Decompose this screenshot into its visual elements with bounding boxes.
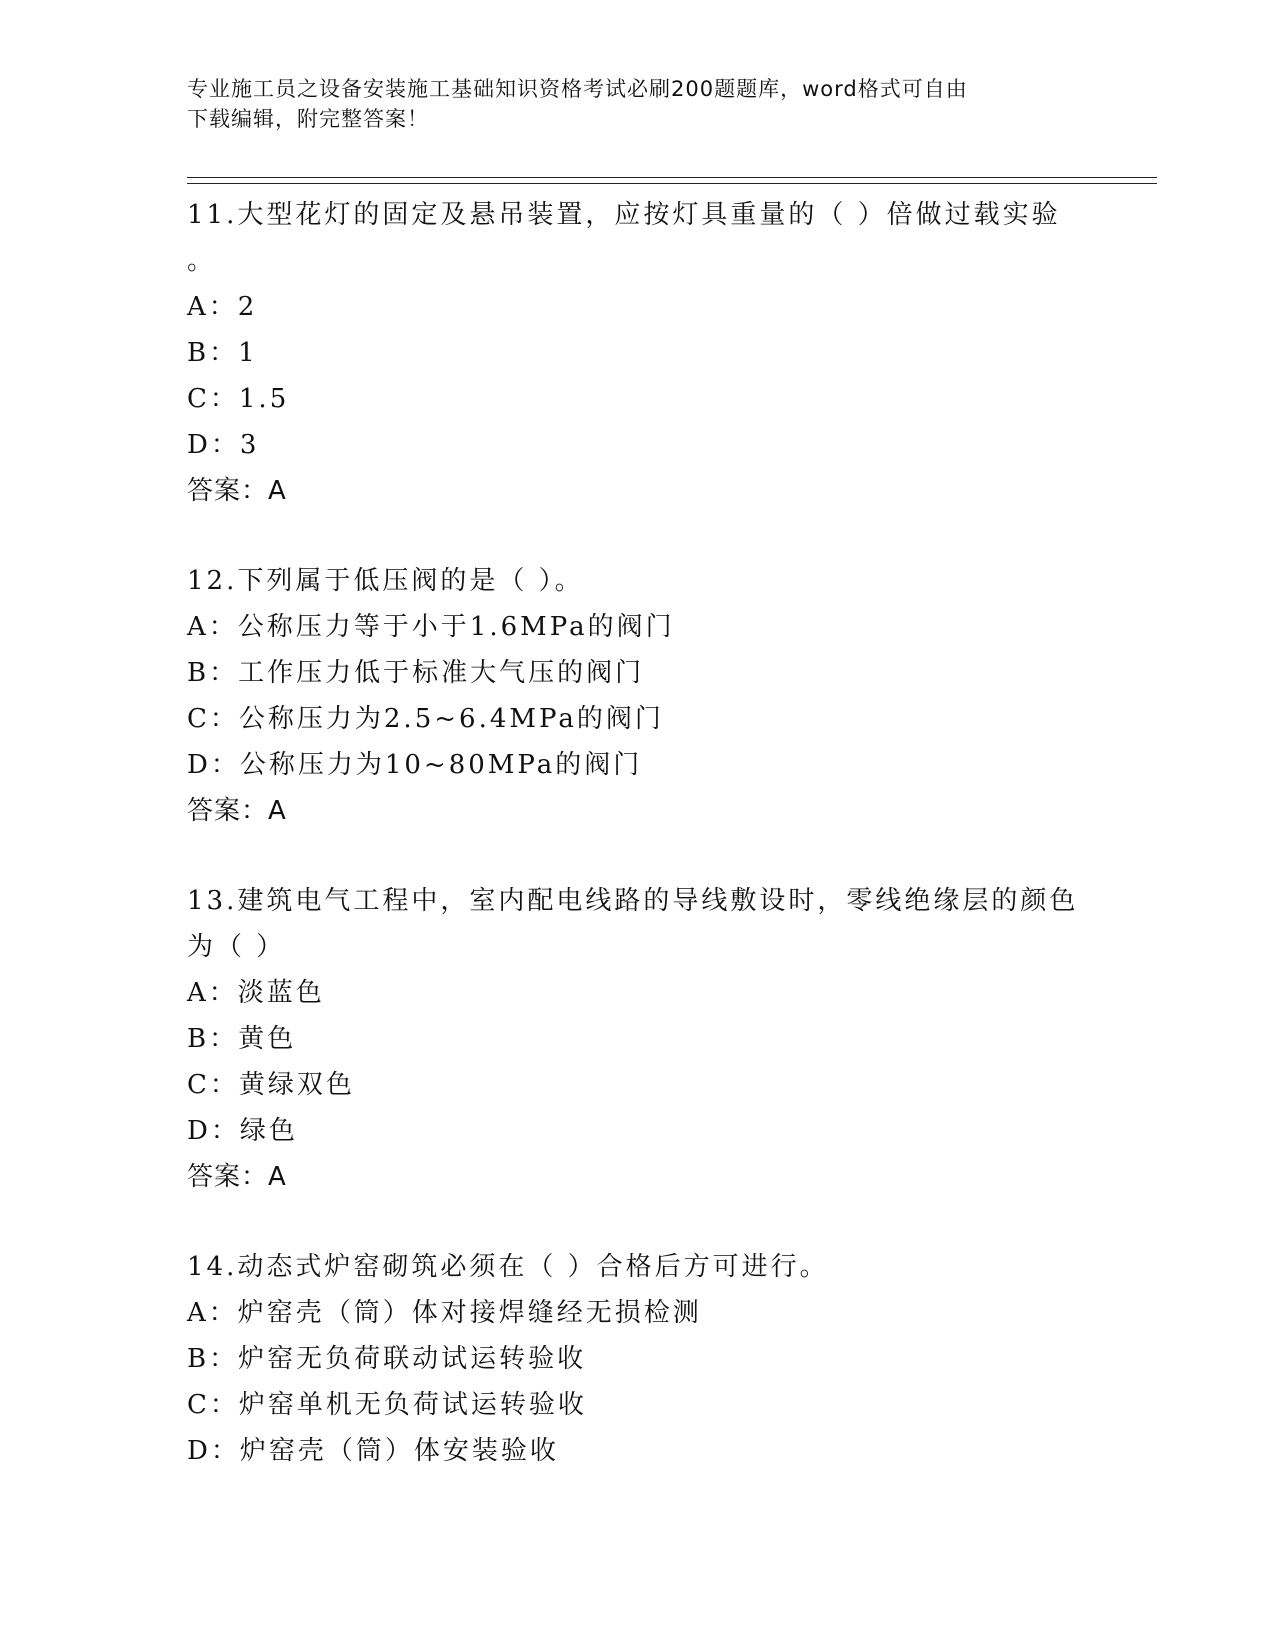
question-14 [187, 1244, 1087, 1474]
option-a: A：公称压力等于小于1.6MPa的阀门 [187, 612, 675, 642]
question-11 [187, 192, 1087, 514]
option-c: C：炉窑单机无负荷试运转验收 [187, 1390, 587, 1420]
question-title-line: 为（ ） [187, 932, 286, 962]
option-d: D：炉窑壳（筒）体安装验收 [187, 1436, 559, 1466]
question-title-line: 12.下列属于低压阀的是（ ）。 [187, 566, 584, 596]
header-line-2: 下载编辑，附完整答案！ [187, 107, 429, 131]
option-d: D：绿色 [187, 1116, 298, 1146]
option-d: D：公称压力为10~80MPa的阀门 [187, 750, 643, 780]
question-title-line: 11.大型花灯的固定及悬吊装置，应按灯具重量的（ ）倍做过载实验 [187, 200, 1061, 230]
option-d: D：3 [187, 430, 260, 460]
option-b: B：1 [187, 338, 258, 368]
option-a: A：炉窑壳（筒）体对接焊缝经无损检测 [187, 1298, 702, 1328]
question-list [187, 192, 1087, 1518]
question-title-line: 14.动态式炉窑砌筑必须在（ ）合格后方可进行。 [187, 1252, 829, 1282]
option-a: A：2 [187, 292, 258, 322]
answer-label: 答案：A [187, 796, 287, 826]
question-12 [187, 558, 1087, 834]
header-divider-top [187, 177, 1157, 178]
option-a: A：淡蓝色 [187, 978, 325, 1008]
answer-label: 答案：A [187, 476, 287, 506]
option-c: C：黄绿双色 [187, 1070, 355, 1100]
question-title-line: 。 [187, 246, 217, 276]
header-line-1: 专业施工员之设备安装施工基础知识资格考试必刷200题题库，word格式可自由 [187, 77, 968, 101]
question-13 [187, 878, 1087, 1200]
option-b: B：工作压力低于标准大气压的阀门 [187, 658, 645, 688]
option-c: C：1.5 [187, 384, 290, 414]
answer-label: 答案：A [187, 1162, 287, 1192]
document-header [187, 74, 1087, 134]
header-divider-bottom [187, 183, 1157, 184]
option-c: C：公称压力为2.5~6.4MPa的阀门 [187, 704, 664, 734]
question-title-line: 13.建筑电气工程中，室内配电线路的导线敷设时，零线绝缘层的颜色 [187, 886, 1079, 916]
option-b: B：炉窑无负荷联动试运转验收 [187, 1344, 587, 1374]
option-b: B：黄色 [187, 1024, 297, 1054]
